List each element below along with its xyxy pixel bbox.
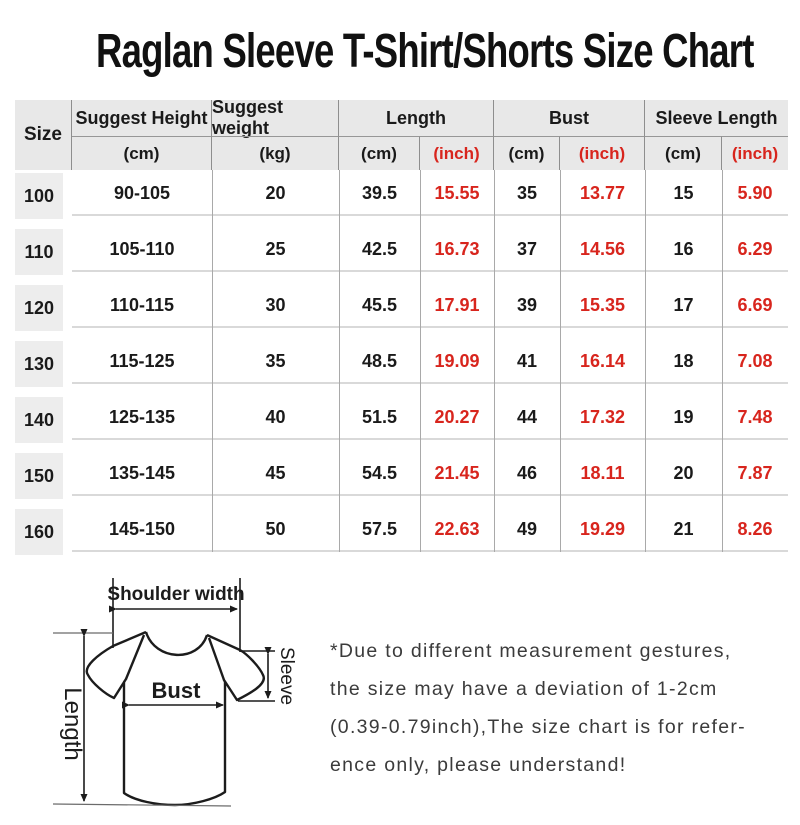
- length-label: Length: [59, 687, 86, 761]
- cell-length-cm: 39.5: [361, 182, 398, 203]
- cell-sleeve-cm: 16: [673, 238, 694, 259]
- shoulder-width-label: Shoulder width: [107, 584, 245, 605]
- size-value: 120: [15, 285, 63, 331]
- row-values: [72, 340, 788, 384]
- cell-sleeve-cm: 18: [673, 350, 694, 371]
- table-gridline: [722, 170, 723, 552]
- unit-sleeve-inch: (inch): [722, 136, 788, 170]
- cell-bust-cm: 49: [516, 518, 538, 539]
- cell-sleeve-in: 7.87: [737, 462, 773, 483]
- table-gridline: [420, 170, 421, 552]
- bust-label: Bust: [151, 678, 201, 703]
- header-sleeve-length: Sleeve Length: [655, 107, 778, 128]
- header-length: Length: [339, 100, 494, 136]
- cell-length-in: 15.55: [434, 182, 480, 203]
- cell-sleeve-in: 6.69: [737, 294, 773, 315]
- cell-sleeve-in: 7.08: [737, 350, 773, 371]
- cell-bust-in: 17.32: [579, 406, 626, 427]
- cell-length-in: 21.45: [434, 462, 480, 483]
- cell-height: 115-125: [109, 350, 175, 371]
- cell-bust-in: 14.56: [579, 238, 626, 259]
- size-value: 160: [15, 509, 63, 555]
- size-cell: [15, 396, 72, 440]
- cell-weight: 20: [265, 182, 286, 203]
- note-line: *Due to different measurement gestures,: [330, 640, 732, 662]
- size-cell: [15, 340, 72, 384]
- cell-sleeve-cm: 17: [673, 294, 694, 315]
- table-header: [15, 97, 788, 170]
- table-row: [15, 396, 788, 440]
- cell-sleeve-cm: 21: [673, 518, 694, 539]
- table-row: [15, 452, 788, 496]
- size-value: 100: [15, 173, 63, 219]
- cell-length-cm: 54.5: [361, 462, 398, 483]
- cell-sleeve-in: 5.90: [737, 182, 773, 203]
- cell-bust-cm: 44: [516, 406, 538, 427]
- cell-sleeve-cm: 20: [673, 462, 694, 483]
- cell-weight: 45: [265, 462, 286, 483]
- table-row: [15, 228, 788, 272]
- unit-weight-kg: (kg): [212, 136, 339, 170]
- row-values: [72, 284, 788, 328]
- row-values: [72, 396, 788, 440]
- cell-height: 125-135: [108, 406, 176, 427]
- size-value: 140: [15, 397, 63, 443]
- size-value: 110: [15, 229, 63, 275]
- cell-height: 110-115: [109, 294, 175, 315]
- cell-bust-in: 18.11: [580, 462, 625, 483]
- cell-bust-in: 15.35: [579, 294, 626, 315]
- unit-height-cm: (cm): [72, 136, 212, 170]
- cell-length-cm: 42.5: [361, 238, 398, 259]
- cell-length-cm: 48.5: [361, 350, 398, 371]
- tshirt-measurement-diagram: [35, 572, 335, 824]
- header-bust: Bust: [494, 100, 645, 136]
- size-cell: [15, 508, 72, 552]
- header-suggest-height: Suggest Height: [72, 100, 212, 136]
- note-line: the size may have a deviation of 1-2cm: [330, 678, 718, 700]
- disclaimer-note: [330, 632, 792, 784]
- header-size: Size: [15, 100, 72, 170]
- table-row: [15, 172, 788, 216]
- unit-length-inch: (inch): [420, 136, 494, 170]
- table-gridline: [645, 170, 646, 552]
- unit-bust-cm: (cm): [494, 136, 560, 170]
- unit-bust-inch: (inch): [560, 136, 645, 170]
- cell-weight: 35: [265, 350, 286, 371]
- cell-weight: 30: [265, 294, 286, 315]
- cell-sleeve-in: 6.29: [737, 238, 773, 259]
- cell-bust-in: 19.29: [579, 518, 626, 539]
- cell-bust-cm: 35: [516, 182, 538, 203]
- page-title: Raglan Sleeve T-Shirt/Shorts Size Chart: [96, 25, 754, 78]
- table-row: [15, 508, 788, 552]
- header-suggest-weight: Suggest weight: [212, 100, 339, 136]
- unit-length-cm: (cm): [339, 136, 420, 170]
- cell-length-in: 17.91: [434, 294, 480, 315]
- row-values: [72, 452, 788, 496]
- cell-bust-cm: 46: [516, 462, 538, 483]
- row-values: [72, 508, 788, 552]
- table-gridline: [212, 170, 213, 552]
- size-cell: [15, 228, 72, 272]
- cell-sleeve-cm: 19: [673, 406, 694, 427]
- cell-height: 90-105: [113, 182, 171, 203]
- cell-length-cm: 45.5: [361, 294, 398, 315]
- cell-length-cm: 57.5: [361, 518, 398, 539]
- cell-height: 105-110: [109, 238, 175, 259]
- size-value: 130: [15, 341, 63, 387]
- cell-bust-cm: 39: [516, 294, 538, 315]
- cell-length-in: 19.09: [434, 350, 480, 371]
- cell-sleeve-in: 7.48: [737, 406, 773, 427]
- cell-length-in: 20.27: [434, 406, 480, 427]
- size-cell: [15, 452, 72, 496]
- row-values: [72, 228, 788, 272]
- size-cell: [15, 284, 72, 328]
- cell-bust-cm: 41: [516, 350, 538, 371]
- table-gridline: [494, 170, 495, 552]
- cell-sleeve-in: 8.26: [737, 518, 773, 539]
- cell-weight: 25: [265, 238, 286, 259]
- cell-weight: 50: [265, 518, 286, 539]
- size-value: 150: [15, 453, 63, 499]
- cell-height: 145-150: [108, 518, 176, 539]
- cell-length-in: 16.73: [434, 238, 480, 259]
- cell-weight: 40: [265, 406, 286, 427]
- table-body: [15, 172, 788, 564]
- note-line: (0.39-0.79inch),The size chart is for refer-: [330, 716, 746, 738]
- sleeve-caps: [238, 651, 275, 701]
- row-values: [72, 172, 788, 216]
- sleeve-label: Sleeve: [276, 646, 297, 706]
- cell-bust-in: 13.77: [579, 182, 626, 203]
- table-gridline: [339, 170, 340, 552]
- cell-length-in: 22.63: [434, 518, 480, 539]
- table-row: [15, 284, 788, 328]
- table-gridline: [560, 170, 561, 552]
- cell-height: 135-145: [108, 462, 176, 483]
- cell-length-cm: 51.5: [361, 406, 398, 427]
- cell-sleeve-cm: 15: [673, 182, 694, 203]
- unit-sleeve-cm: (cm): [645, 136, 722, 170]
- size-cell: [15, 172, 72, 216]
- cell-bust-cm: 37: [516, 238, 538, 259]
- cell-bust-in: 16.14: [579, 350, 626, 371]
- tshirt-outline: [87, 632, 264, 805]
- note-line: ence only, please understand!: [330, 754, 627, 776]
- table-row: [15, 340, 788, 384]
